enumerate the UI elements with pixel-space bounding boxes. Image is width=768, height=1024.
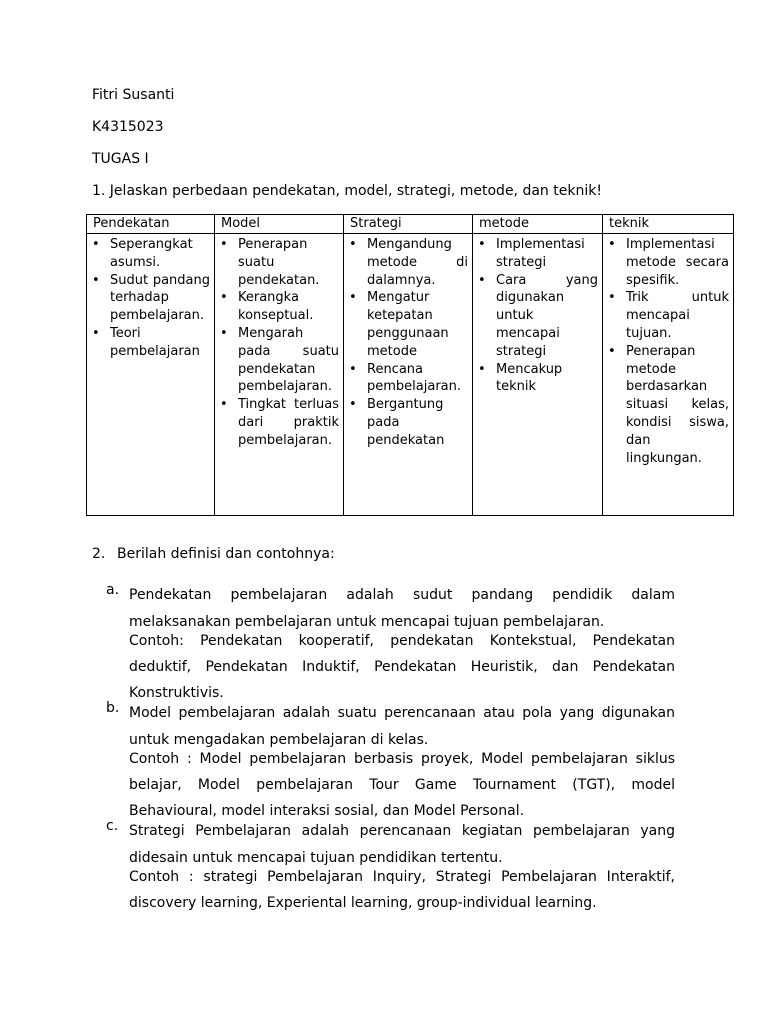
- item-definition: Pendekatan pembelajaran adalah sudut pandang pendidik dalam melaksanakan pembelajaran untuk mencapai tujuan pembelajaran.: [129, 587, 675, 630]
- table-header-row: [87, 215, 734, 234]
- question-2-number: 2.: [92, 546, 106, 562]
- list-item: • Mengandung metode di dalamnya.: [367, 236, 468, 289]
- table-cell-metode: [473, 234, 603, 516]
- definition-list: [0, 582, 768, 916]
- table-cell-teknik: [603, 234, 734, 516]
- list-item: • Sudut pandang terhadap pembelajaran.: [110, 272, 210, 325]
- list-item: • Cara yang digunakan untuk mencapai strategi: [496, 272, 598, 361]
- table-cell-pendekatan: [87, 234, 215, 516]
- comparison-table: [86, 214, 734, 516]
- list-item: [0, 818, 768, 916]
- list-item: [0, 700, 768, 824]
- question-1: 1. Jelaskan perbedaan pendekatan, model, strategi, metode, dan teknik!: [92, 183, 602, 199]
- list-item: • Bergantung pada pendekatan: [367, 396, 468, 449]
- list-item: • Penerapan metode berdasarkan situasi kelas, kondisi siswa, dan lingkungan.: [626, 343, 729, 468]
- list-item: • Mencakup teknik: [496, 361, 598, 397]
- list-item: [0, 582, 768, 706]
- item-letter: a.: [106, 582, 120, 598]
- list-item: • Seperangkat asumsi.: [110, 236, 210, 272]
- table-row: [87, 234, 734, 516]
- item-example: Contoh : strategi Pembelajaran Inquiry, Strategi Pembelajaran Interaktif, discovery learning, Experiental learning, group-individual learning.: [129, 869, 675, 911]
- item-example: Contoh : Model pembelajaran berbasis proyek, Model pembelajaran siklus belajar, Model pembelajaran Tour Game Tournament (TGT), model Behavioural, model interaksi sosial, dan Model Personal.: [129, 751, 675, 819]
- item-letter: c.: [106, 818, 119, 834]
- student-id: K4315023: [92, 119, 164, 135]
- column-header: metode: [473, 215, 603, 234]
- item-definition: Strategi Pembelajaran adalah perencanaan kegiatan pembelajaran yang didesain untuk mencapai tujuan pendidikan tertentu.: [129, 823, 675, 866]
- task-title: TUGAS I: [92, 151, 149, 167]
- list-item: • Kerangka konseptual.: [238, 289, 339, 325]
- student-name: Fitri Susanti: [92, 87, 175, 103]
- item-letter: b.: [106, 700, 120, 716]
- list-item: • Tingkat terluas dari praktik pembelajaran.: [238, 396, 339, 449]
- list-item: • Teori pembelajaran: [110, 325, 210, 361]
- item-definition: Model pembelajaran adalah suatu perencanaan atau pola yang digunakan untuk mengadakan pembelajaran di kelas.: [129, 705, 675, 748]
- list-item: • Penerapan suatu pendekatan.: [238, 236, 339, 289]
- table-cell-strategi: [344, 234, 473, 516]
- list-item: • Trik untuk mencapai tujuan.: [626, 289, 729, 342]
- list-item: • Implementasi metode secara spesifik.: [626, 236, 729, 289]
- list-item: • Mengarah pada suatu pendekatan pembelajaran.: [238, 325, 339, 396]
- column-header: teknik: [603, 215, 734, 234]
- question-2-text: Berilah definisi dan contohnya:: [117, 546, 335, 562]
- table-cell-model: [215, 234, 344, 516]
- column-header: Strategi: [344, 215, 473, 234]
- column-header: Pendekatan: [87, 215, 215, 234]
- column-header: Model: [215, 215, 344, 234]
- item-example: Contoh: Pendekatan kooperatif, pendekatan Kontekstual, Pendekatan deduktif, Pendekatan Induktif, Pendekatan Heuristik, dan Pendekatan Konstruktivis.: [129, 633, 675, 701]
- question-2: [92, 546, 335, 562]
- list-item: • Mengatur ketepatan penggunaan metode: [367, 289, 468, 360]
- list-item: • Implementasi strategi: [496, 236, 598, 272]
- list-item: • Rencana pembelajaran.: [367, 361, 468, 397]
